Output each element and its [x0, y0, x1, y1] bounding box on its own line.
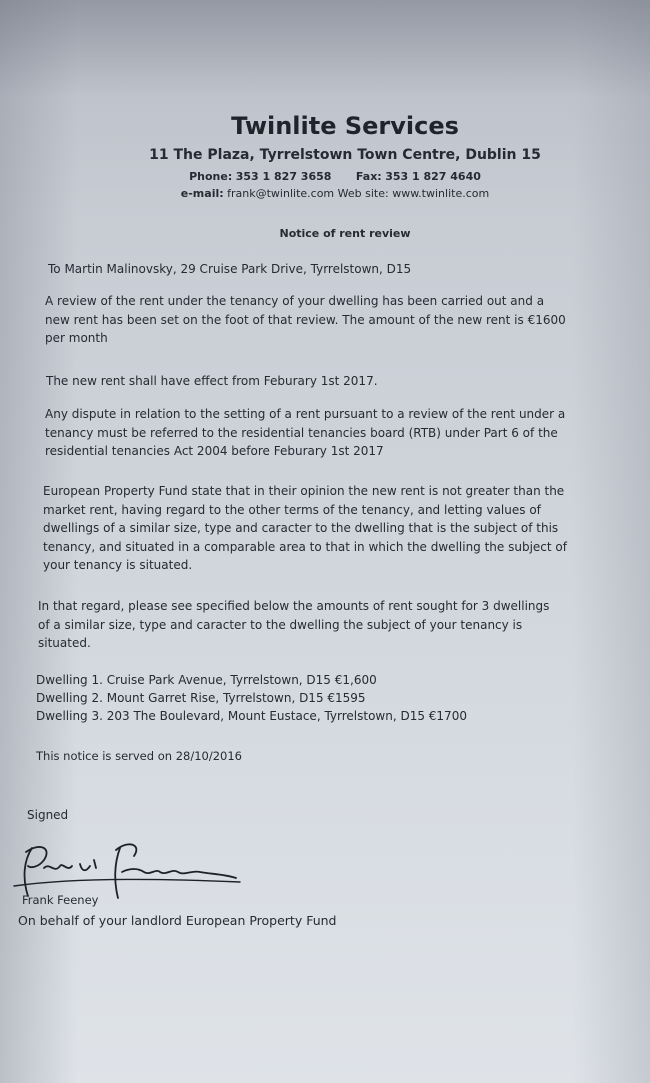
- paragraph-effective-date: [46, 372, 378, 391]
- paragraph-line: situated.: [38, 636, 91, 650]
- paragraph-line: new rent has been set on the foot of that review. The amount of the new rent is €1600: [45, 312, 566, 327]
- email-address: frank@twinlite.com: [227, 187, 335, 200]
- paragraph-line: tenancy must be referred to the residential tenancies board (RTB) under Part 6 of the: [45, 425, 558, 440]
- paragraph-line: tenancy, and situated in a comparable area to that in which the dwelling the subject of: [43, 539, 567, 554]
- notice-heading: Notice of rent review: [279, 227, 411, 240]
- recipient-line: To Martin Malinovsky, 29 Cruise Park Drive, Tyrrelstown, D15: [48, 262, 412, 276]
- dwelling-item: Dwelling 3. 203 The Boulevard, Mount Eustace, Tyrrelstown, D15 €1700: [36, 709, 467, 723]
- paragraph-line: per month: [45, 331, 108, 345]
- paragraph-line: of a similar size, type and caracter to the dwelling the subject of your tenancy is: [38, 617, 523, 632]
- signed-label: Signed: [27, 808, 69, 822]
- paragraph-line: Any dispute in relation to the setting of a rent pursuant to a review of the rent under a: [45, 407, 566, 421]
- paragraph-market-rent: [43, 482, 567, 575]
- phone-fax-line: [0, 170, 650, 183]
- fax-number: 353 1 827 4640: [385, 170, 481, 183]
- fax-label: Fax:: [355, 170, 382, 183]
- phone-label: Phone:: [189, 170, 233, 183]
- paragraph-line: A review of the rent under the tenancy of your dwelling has been carried out and a: [45, 294, 545, 308]
- served-date: This notice is served on 28/10/2016: [36, 749, 242, 763]
- web-label: Web site:: [337, 187, 389, 200]
- paragraph-line: dwellings of a similar size, type and caracter to the dwelling that is the subject of this: [43, 521, 559, 535]
- email-label: e-mail:: [180, 187, 224, 200]
- signer-name: Frank Feeney: [22, 893, 99, 907]
- phone-number: 353 1 827 3658: [235, 170, 332, 183]
- paragraph-comparables: [38, 597, 549, 653]
- paragraph-rent-review: [45, 292, 566, 348]
- paragraph-dispute: [45, 405, 565, 461]
- dwelling-item: Dwelling 2. Mount Garret Rise, Tyrrelstown, D15 €1595: [36, 691, 366, 705]
- paragraph-line: market rent, having regard to the other terms of the tenancy, and letting values of: [43, 502, 541, 517]
- paragraph-line: residential tenancies Act 2004 before Feburary 1st 2017: [45, 444, 384, 458]
- web-address: www.twinlite.com: [392, 187, 490, 200]
- paragraph-line: your tenancy is situated.: [43, 558, 193, 572]
- dwelling-list: [36, 671, 467, 725]
- paragraph-line: European Property Fund state that in their opinion the new rent is not greater than the: [43, 484, 565, 498]
- company-address: 11 The Plaza, Tyrrelstown Town Centre, Dublin 15: [149, 147, 541, 163]
- dwelling-item: Dwelling 1. Cruise Park Avenue, Tyrrelstown, D15 €1,600: [36, 673, 377, 687]
- paragraph-line: The new rent shall have effect from Feburary 1st 2017.: [46, 374, 378, 388]
- on-behalf-line: On behalf of your landlord European Property Fund: [18, 913, 337, 928]
- email-web-line: [0, 187, 650, 200]
- paragraph-line: In that regard, please see specified below the amounts of rent sought for 3 dwellings: [38, 599, 550, 613]
- company-name: Twinlite Services: [231, 112, 459, 140]
